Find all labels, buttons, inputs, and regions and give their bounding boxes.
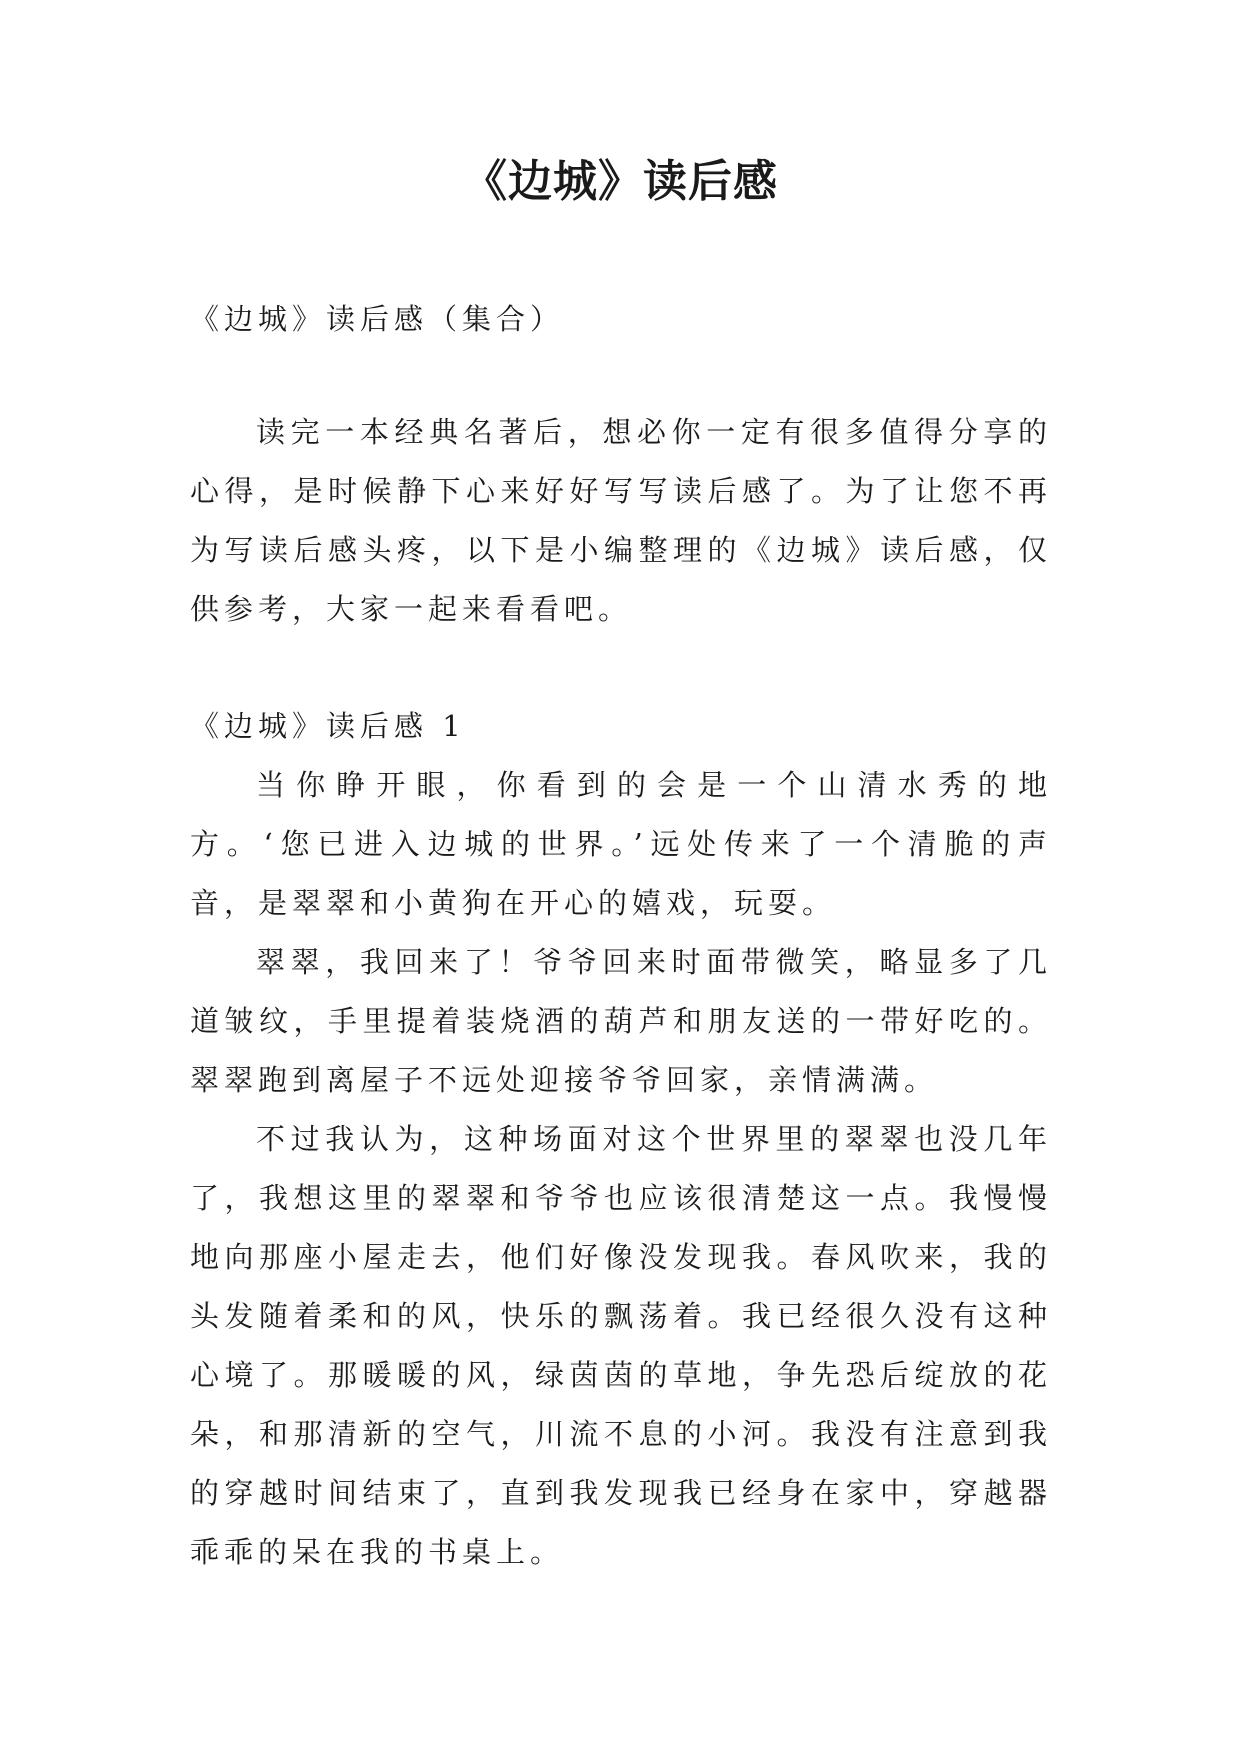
intro-paragraph: 读完一本经典名著后，想必你一定有很多值得分享的心得，是时候静下心来好好写写读后感了。为了让您不再为写读后感头疼，以下是小编整理的《边城》读后感，仅供参考，大家一起来看看吧。 bbox=[190, 415, 1052, 626]
section-1 bbox=[190, 697, 1052, 1582]
body-paragraph: 不过我认为，这种场面对这个世界里的翠翠也没几年了，我想这里的翠翠和爷爷也应该很清楚这一点。我慢慢地向那座小屋走去，他们好像没发现我。春风吹来，我的头发随着柔和的风，快乐的飘荡着。我已经很久没有这种心境了。那暖暖的风，绿茵茵的草地，争先恐后绽放的花朵，和那清新的空气，川流不息的小河。我没有注意到我的穿越时间结束了，直到我发现我已经身在家中，穿越器乖乖的呆在我的书桌上。 bbox=[190, 1122, 1052, 1569]
body-paragraph: 当你睁开眼，你看到的会是一个山清水秀的地方。‘您已进入边城的世界。’远处传来了一个清脆的声音，是翠翠和小黄狗在开心的嬉戏，玩耍。 bbox=[190, 768, 1052, 920]
body-paragraph: 翠翠，我回来了！爷爷回来时面带微笑，略显多了几道皱纹，手里提着装烧酒的葫芦和朋友送的一带好吃的。翠翠跑到离屋子不远处迎接爷爷回家，亲情满满。 bbox=[190, 945, 1052, 1097]
section-heading: 《边城》读后感 1 bbox=[190, 709, 466, 743]
document-subtitle: 《边城》读后感（集合） bbox=[190, 302, 565, 336]
document-title: 《边城》读后感 bbox=[463, 156, 778, 207]
